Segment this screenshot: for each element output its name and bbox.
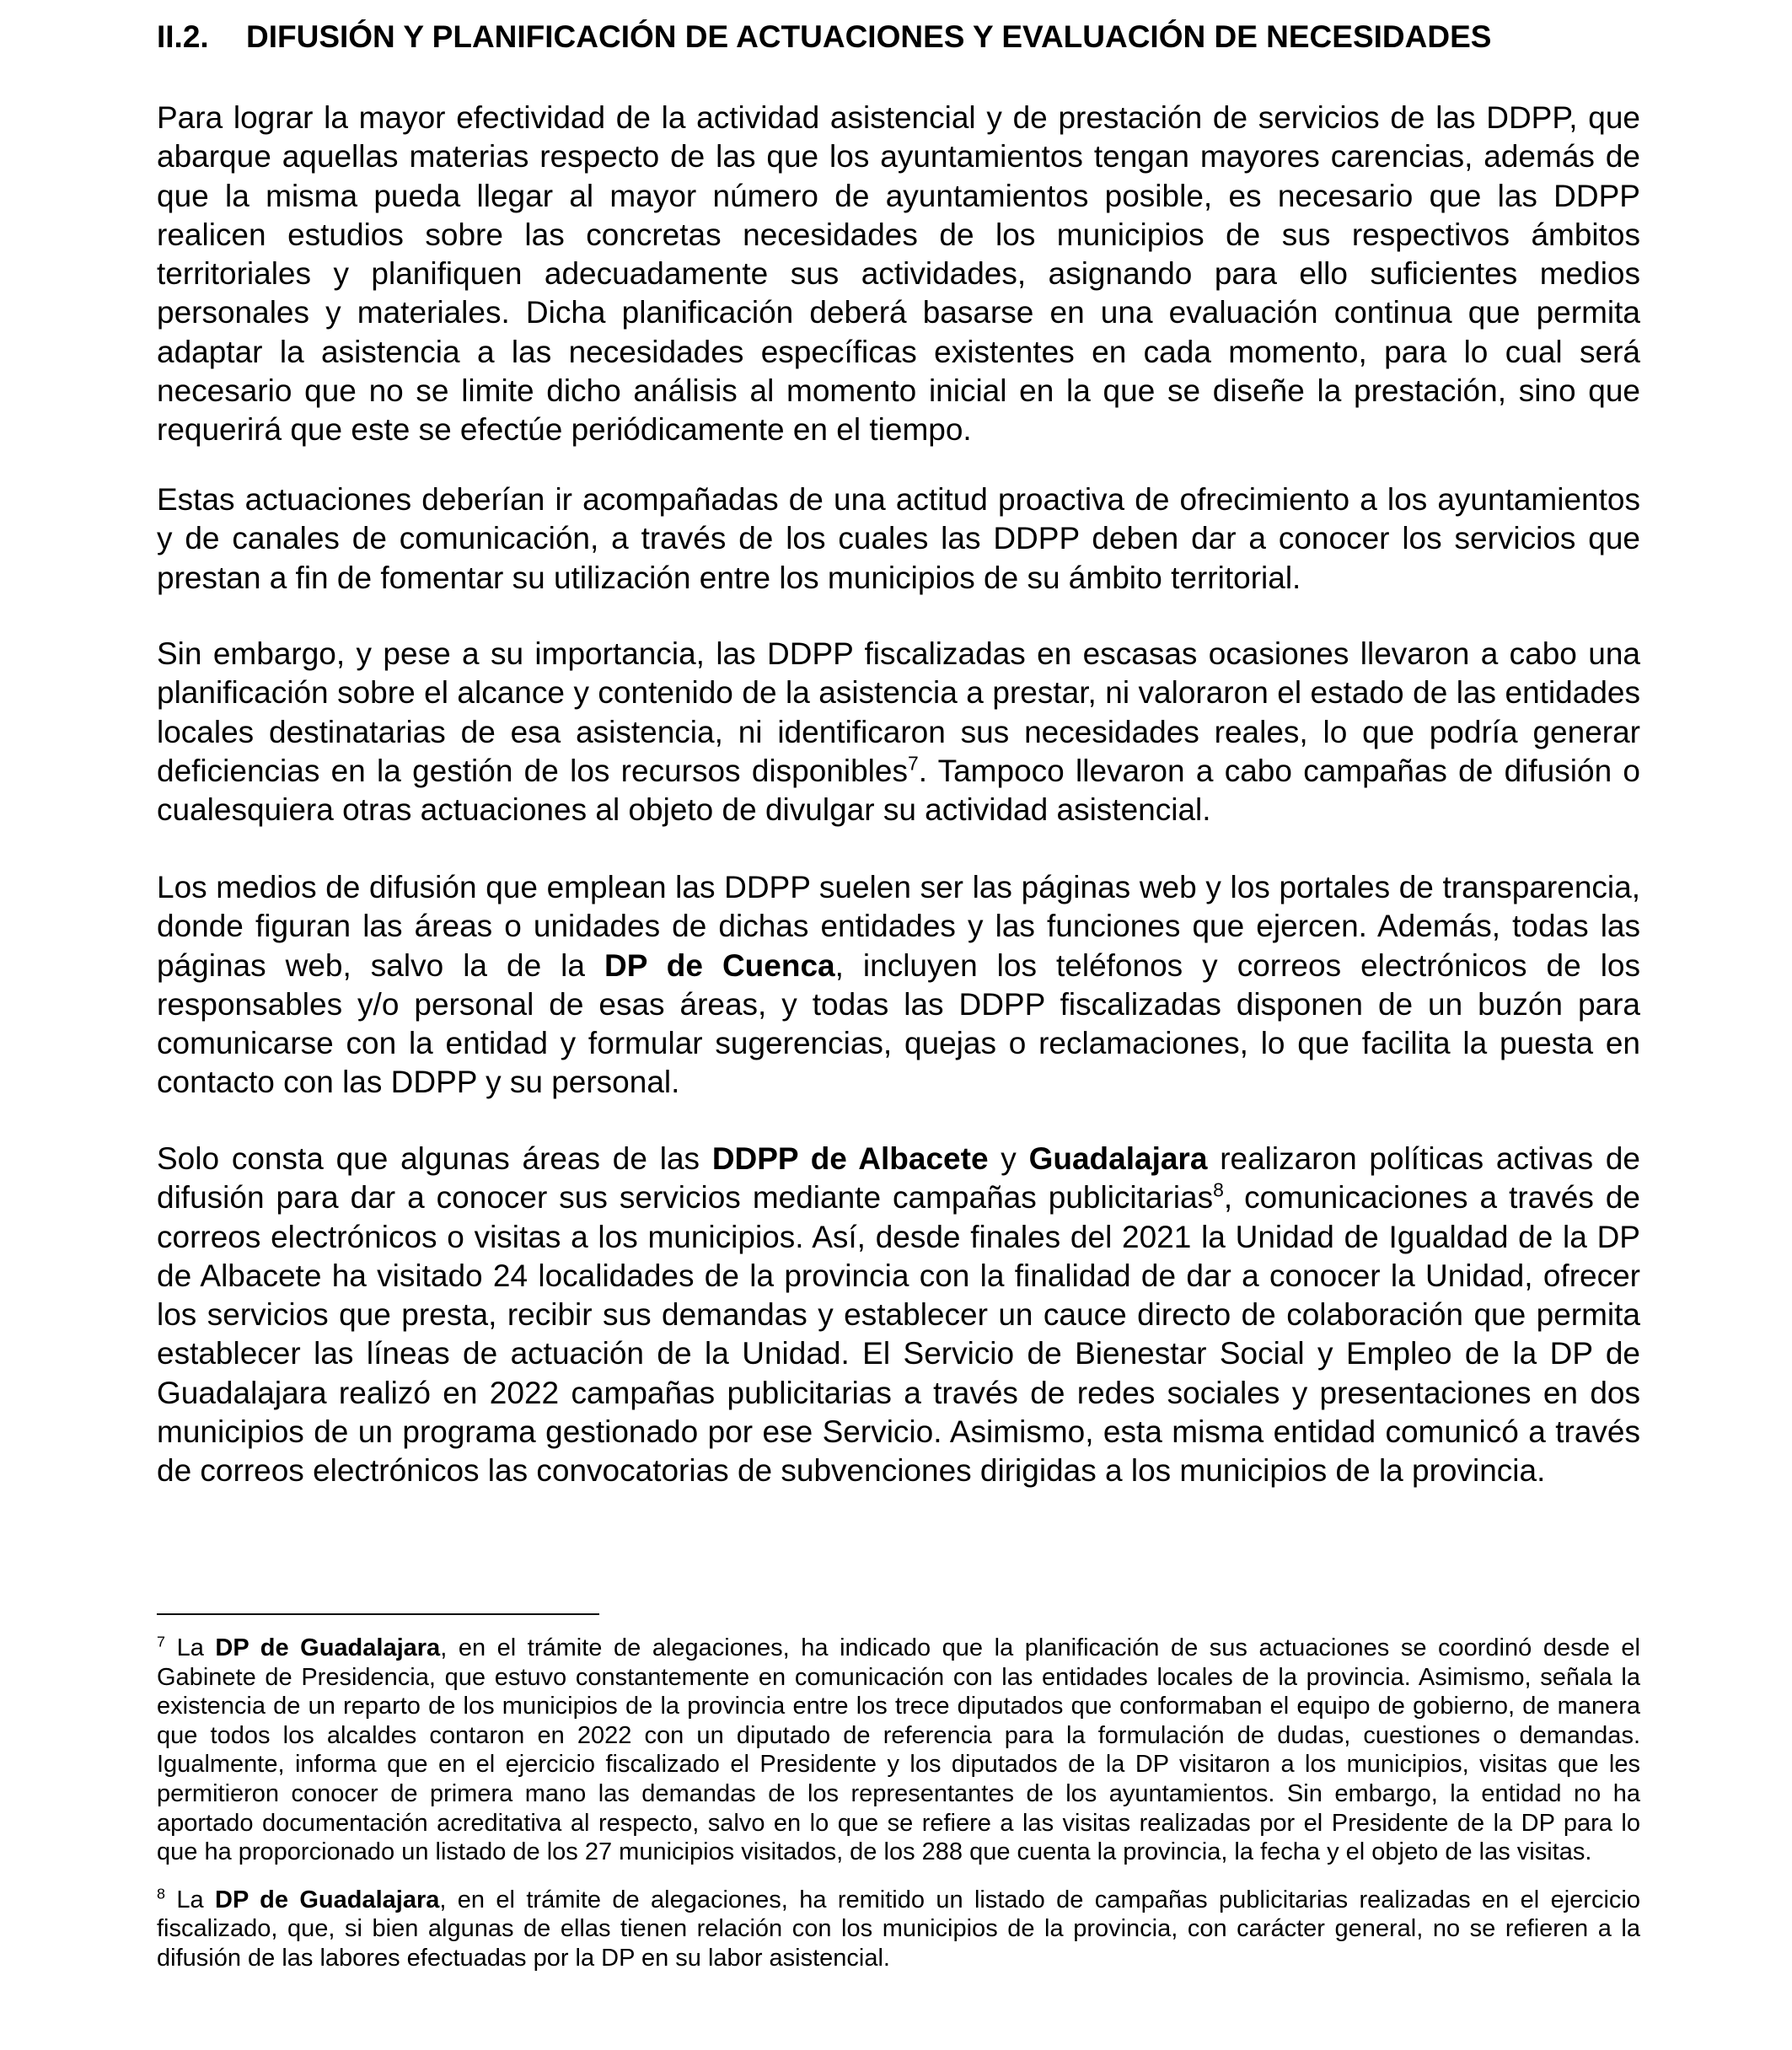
footnote-marker: 8 [157, 1885, 165, 1902]
paragraph-text: Estas actuaciones deberían ir acompañadas de una actitud proactiva de ofrecimiento a los ayuntamientos y de canales de comunicación, a través de los cuales las DDPP deben dar a conocer los servicios que prestan a fin de fomentar su utilización entre los municipios de su ámbito territorial. [157, 482, 1640, 595]
footnote-7 [157, 1634, 1640, 1867]
footnote-marker: 7 [157, 1633, 165, 1650]
paragraph-text: Solo consta que algunas áreas de las [157, 1141, 712, 1176]
bold-entity: DP de Guadalajara [215, 1886, 440, 1913]
bold-entity: DP de Guadalajara [215, 1634, 441, 1661]
footnote-ref-7: 7 [907, 752, 919, 775]
footnote-text: La [165, 1634, 216, 1661]
paragraph-5 [157, 1140, 1640, 1491]
paragraph-text: realizaron políticas activas de difusión para dar a conocer sus servicios mediante campañas publicitarias [157, 1141, 1641, 1216]
footnote-text: , en el trámite de alegaciones, ha remitido un listado de campañas publicitarias realizadas en el ejercicio fiscalizado, que, si bien algunas de ellas tienen relación con los municipios de la provincia, con carácter general, no se refieren a la difusión de las labores efectuadas por la DP en su labor asistencial. [157, 1886, 1640, 1972]
bold-entity: Guadalajara [1028, 1141, 1208, 1176]
paragraph-text: y [988, 1141, 1029, 1176]
paragraph-text: Sin embargo, y pese a su importancia, las DDPP fiscalizadas en escasas ocasiones llevaron a cabo una planificación sobre el alcance y contenido de la asistencia a prestar, ni valoraron el estado de las entidades locales destinatarias de esa asistencia, ni identificaron sus necesidades reales, lo que podría generar deficiencias en la gestión de los recursos disponibles [157, 636, 1640, 788]
paragraph-4 [157, 868, 1640, 1103]
footnotes [157, 1634, 1640, 1992]
paragraph-1 [157, 99, 1640, 450]
footnote-8 [157, 1886, 1640, 1973]
paragraph-text: Para lograr la mayor efectividad de la actividad asistencial y de prestación de servicios de las DDPP, que abarque aquellas materias respecto de las que los ayuntamientos tengan mayores carencias, además de que la misma pueda llegar al mayor número de ayuntamientos posible, es necesario que las DDPP realicen estudios sobre las concretas necesidades de los municipios de sus respectivos ámbitos territoriales y planifiquen adecuadamente sus actividades, asignando para ello suficientes medios personales y materiales. Dicha planificación deberá basarse en una evaluación continua que permita adaptar la asistencia a las necesidades específicas existentes en cada momento, para lo cual será necesario que no se limite dicho análisis al momento inicial en la que se diseñe la prestación, sino que requerirá que este se efectúe periódicamente en el tiempo. [157, 100, 1640, 448]
paragraph-text: , comunicaciones a través de correos electrónicos o visitas a los municipios. Así, desde finales del 2021 la Unidad de Igualdad de la DP de Albacete ha visitado 24 localidades de la provincia con la finalidad de dar a conocer la Unidad, ofrecer los servicios que presta, recibir sus demandas y establecer un cauce directo de colaboración que permita establecer las líneas de actuación de la Unidad. El Servicio de Bienestar Social y Empleo de la DP de Guadalajara realizó en 2022 campañas publicitarias a través de redes sociales y presentaciones en dos municipios de un programa gestionado por ese Servicio. Asimismo, esta misma entidad comunicó a través de correos electrónicos las convocatorias de subvenciones dirigidas a los municipios de la provincia. [157, 1180, 1640, 1489]
section-number: II.2. [157, 19, 209, 54]
footnote-text: La [165, 1886, 215, 1913]
paragraph-2 [157, 480, 1640, 598]
footnote-separator [157, 1613, 599, 1615]
paragraph-text: . Tampoco llevaron a cabo campañas de difusión o cualesquiera otras actuaciones al objeto de divulgar su actividad asistencial. [157, 753, 1640, 828]
bold-entity: DP de Cuenca [604, 947, 835, 983]
paragraph-text: , incluyen los teléfonos y correos electrónicos de los responsables y/o personal de esas áreas, y todas las DDPP fiscalizadas disponen de un buzón para comunicarse con la entidad y formular sugerencias, quejas o reclamaciones, lo que facilita la puesta en contacto con las DDPP y su personal. [157, 947, 1641, 1100]
paragraph-text: Los medios de difusión que emplean las DDPP suelen ser las páginas web y los portales de transparencia, donde figuran las áreas o unidades de dichas entidades y las funciones que ejercen. Además, todas las páginas web, salvo la de la [157, 870, 1640, 983]
bold-entity: DDPP de Albacete [711, 1141, 989, 1176]
footnote-ref-8: 8 [1213, 1178, 1224, 1201]
footnote-text: , en el trámite de alegaciones, ha indicado que la planificación de sus actuaciones se coordinó desde el Gabinete de Presidencia, que estuvo constantemente en comunicación con las entidades locales de la provincia. Asimismo, señala la existencia de un reparto de los municipios de la provincia entre los trece diputados que conformaban el equipo de gobierno, de manera que todos los alcaldes contaron en 2022 con un diputado de referencia para la formulación de dudas, cuestiones o demandas. Igualmente, informa que en el ejercicio fiscalizado el Presidente y los diputados de la DP visitaron a los municipios, visitas que les permitieron conocer de primera mano las demandas de los representantes de los ayuntamientos. Sin embargo, la entidad no ha aportado documentación acreditativa al respecto, salvo en lo que se refiere a las visitas realizadas por el Presidente de la DP para lo que ha proporcionado un listado de los 27 municipios visitados, de los 288 que cuenta la provincia, la fecha y el objeto de las visitas. [157, 1634, 1640, 1866]
paragraph-3 [157, 635, 1640, 829]
section-title: DIFUSIÓN Y PLANIFICACIÓN DE ACTUACIONES Y EVALUACIÓN DE NECESIDADES [246, 19, 1492, 54]
section-heading [157, 17, 1640, 57]
